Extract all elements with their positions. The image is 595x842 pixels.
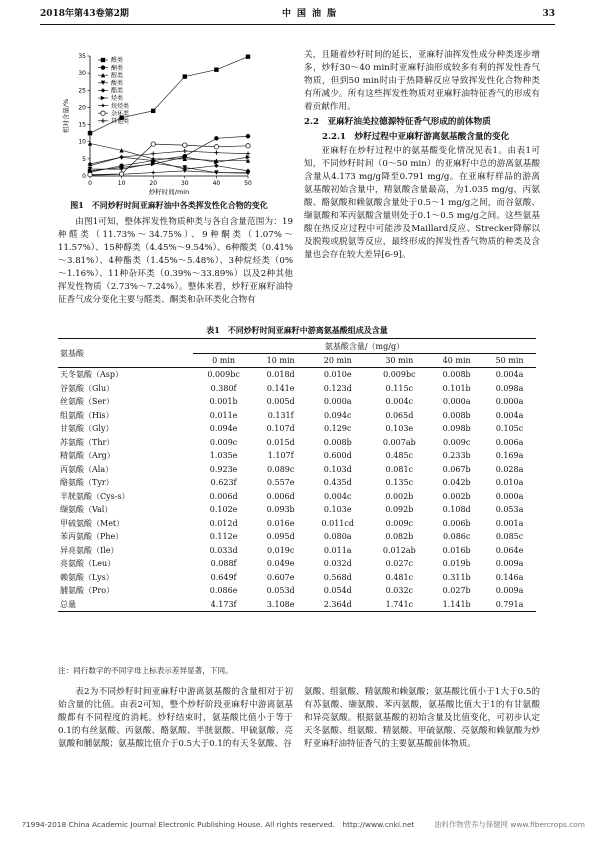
data-point bbox=[246, 54, 250, 58]
table-cell: 0.089c bbox=[266, 464, 295, 474]
table-cell: 0.001b bbox=[209, 397, 238, 407]
amino-acid-name: 酪氨酸（Tyr） bbox=[60, 478, 114, 488]
table-cell: 0.141e bbox=[266, 383, 295, 393]
table-cell: 0.086e bbox=[209, 586, 238, 596]
table-cell: 0.027b bbox=[442, 586, 471, 596]
right-column bbox=[304, 49, 540, 262]
legend-marker bbox=[101, 119, 105, 123]
amino-acid-name: 苯丙氨酸（Phe） bbox=[60, 532, 124, 542]
y-tick-label: 10 bbox=[78, 138, 86, 146]
legend-label: 烷烃类 bbox=[111, 102, 130, 110]
table-cell: 0.135c bbox=[385, 478, 414, 488]
table-cell: 1.741c bbox=[368, 598, 430, 612]
table-cell: 0.053d bbox=[266, 586, 295, 596]
table-cell: 0.006b bbox=[442, 518, 471, 528]
amino-acid-name: 谷氨酸（Glu） bbox=[60, 383, 115, 393]
table-row bbox=[58, 463, 536, 477]
table-cell: 0.088f bbox=[210, 559, 237, 569]
table-row bbox=[58, 368, 536, 382]
page-number: 33 bbox=[542, 9, 555, 19]
table-cell: 0.004a bbox=[495, 370, 524, 380]
watermark-text: 油料作物营养与保健网 www.fibercrops.com bbox=[434, 820, 585, 829]
table-cell: 0.000a bbox=[442, 397, 471, 407]
amino-acid-name: 组氨酸（His） bbox=[60, 410, 114, 420]
data-point bbox=[246, 134, 250, 138]
amino-acid-name: 甘氨酸（Gly） bbox=[60, 424, 114, 434]
table-cell: 0.000a bbox=[495, 491, 524, 501]
legend-marker bbox=[101, 103, 105, 107]
table-cell: 0.054d bbox=[323, 586, 352, 596]
table-row bbox=[58, 449, 536, 463]
table-cell: 0.093b bbox=[266, 505, 295, 515]
table-cell: 0.012ab bbox=[382, 545, 416, 555]
table-cell: 0.129c bbox=[324, 424, 352, 434]
data-point bbox=[183, 74, 187, 78]
column-header-2: 20 min bbox=[307, 354, 368, 368]
table-cell: 0.311b bbox=[442, 572, 471, 582]
data-point bbox=[151, 152, 155, 156]
x-tick-label: 30 bbox=[180, 180, 189, 187]
table-cell: 0.011cd bbox=[321, 518, 354, 528]
table-cell: 0.094c bbox=[324, 410, 352, 420]
table-cell: 0.600d bbox=[323, 451, 352, 461]
amino-acid-name: 缬氨酸（Val） bbox=[60, 505, 113, 515]
table-1 bbox=[58, 338, 536, 612]
table-row bbox=[58, 409, 536, 423]
table-cell: 0.011a bbox=[323, 545, 352, 555]
table-cell: 0.103d bbox=[323, 464, 352, 474]
x-tick-label: 10 bbox=[117, 180, 126, 187]
row-header-cell: 氨基酸 bbox=[58, 339, 193, 368]
legend-label: 其他类 bbox=[111, 118, 130, 125]
table-cell: 0.000a bbox=[323, 397, 352, 407]
table-cell: 0.098b bbox=[442, 424, 471, 434]
legend-label: 酸类 bbox=[111, 80, 124, 87]
table-row bbox=[58, 490, 536, 504]
bottom-right-column bbox=[304, 686, 540, 751]
table-cell: 0.019c bbox=[266, 545, 295, 555]
table-cell: 0.006d bbox=[209, 491, 238, 501]
table-cell: 1.035e bbox=[209, 451, 238, 461]
table-cell: 0.032d bbox=[323, 559, 352, 569]
subsection-heading-2-2-1: 2.2.1 炒籽过程中亚麻籽游离氨基酸含量的变化 bbox=[322, 132, 510, 142]
table-cell: 0.006d bbox=[266, 491, 295, 501]
table-cell: 0.131f bbox=[267, 410, 294, 420]
header-rule bbox=[40, 24, 555, 25]
table-cell: 0.053a bbox=[495, 505, 524, 515]
table-cell: 0.009c bbox=[385, 518, 414, 528]
table-cell: 0.019b bbox=[442, 559, 471, 569]
table-cell: 0.008b bbox=[442, 370, 471, 380]
table-cell: 0.004c bbox=[324, 491, 352, 501]
data-point bbox=[214, 164, 218, 168]
data-point bbox=[246, 152, 250, 156]
amino-acid-name: 赖氨酸（Lys） bbox=[60, 572, 114, 582]
table-cell: 0.032c bbox=[385, 586, 414, 596]
table-cell: 0.006a bbox=[495, 437, 524, 447]
table-row bbox=[58, 571, 536, 585]
legend-label: 醇类 bbox=[111, 72, 124, 80]
data-point bbox=[214, 68, 218, 72]
amino-acid-name: 丙氨酸（Ala） bbox=[60, 464, 114, 474]
y-axis-label: 相对含量/% bbox=[62, 98, 70, 134]
table-cell: 0.103e bbox=[323, 505, 352, 515]
data-point bbox=[151, 170, 155, 174]
journal-issue: 2018年第43卷第2期 bbox=[40, 9, 129, 19]
table-cell: 0.485c bbox=[385, 451, 414, 461]
column-header-1: 10 min bbox=[254, 354, 307, 368]
table-cell: 0.033d bbox=[209, 545, 238, 555]
paragraph-fig1-discussion: 由图1可知，整体挥发性物质种类与各自含量范围为：19种醛类（11.73%～34.75%）、9种酮类（1.07%～11.57%）、15种醇类（4.45%～9.54%）、6种酸类（0.41%～3.81%）、4种酯类（1.45%～5.48%）、3种烷烃类（0%～1.16%）、11种杂环类（0.39%～33.89%）以及2种其他挥发性物质（2.73%～7.24%）。整体来看，炒籽亚麻籽油特征香气成分变化主要与醛类、酮类和杂环类化合物有 bbox=[58, 217, 293, 305]
y-tick-label: 35 bbox=[78, 53, 86, 60]
copyright-notice: ?1994-2018 China Academic Journal Electronic Publishing House. All rights reserved. http://www.cnki.net bbox=[22, 820, 415, 829]
table-cell: 0.005d bbox=[266, 397, 295, 407]
table-cell: 0.105c bbox=[495, 424, 524, 434]
table-cell: 0.018d bbox=[266, 370, 295, 380]
table-cell: 0.481c bbox=[385, 572, 414, 582]
amino-acid-name: 天冬氨酸（Asp） bbox=[60, 370, 124, 380]
table-cell: 0.010a bbox=[495, 478, 524, 488]
table-cell: 0.065d bbox=[385, 410, 414, 420]
table-row bbox=[58, 382, 536, 396]
data-point bbox=[214, 136, 218, 140]
data-point bbox=[88, 131, 92, 135]
amino-acid-name: 总量 bbox=[58, 598, 193, 612]
table-cell: 0.008b bbox=[323, 437, 352, 447]
table-cell: 0.115c bbox=[385, 383, 414, 393]
legend-label: 醛类 bbox=[111, 57, 124, 65]
table-cell: 0.146a bbox=[495, 572, 524, 582]
table-header-row bbox=[58, 339, 536, 354]
table-cell: 0.011e bbox=[209, 410, 238, 420]
table-row bbox=[58, 517, 536, 531]
data-point bbox=[214, 145, 218, 149]
table-cell: 0.108d bbox=[442, 505, 471, 515]
table-cell: 0.094e bbox=[209, 424, 238, 434]
paragraph-amino-acids: 亚麻籽在炒籽过程中的氨基酸变化情况见表1。由表1可知，不同炒籽时间（0～50 min）的亚麻籽中总的游离氨基酸含量从4.173 mg/g降至0.791 mg/g。在亚麻籽样品的游离氨基酸初始含量中，精氨酸含量最高，为1.035 mg/g，丙氨酸、酪氨酸和赖氨酸含量处于0.5～1 mg/g之间，而谷氨酸、缬氨酸和苯丙氨酸含量则处于0.1～0.5 mg/g之间。这些氨基酸在热反应过程中可能涉及Maillard反应、Strecker降解以及脱羧或脱氨等反应，最终形成的挥发性香气物质的种类及含量也会存在较大差异[6-9]。 bbox=[304, 146, 540, 260]
amino-acid-name: 精氨酸（Arg） bbox=[60, 451, 115, 461]
table-cell: 0.000a bbox=[495, 397, 524, 407]
table-cell: 0.085c bbox=[495, 532, 524, 542]
table-cell: 2.364d bbox=[307, 598, 368, 612]
table-cell: 0.095d bbox=[266, 532, 295, 542]
table-cell: 0.064e bbox=[495, 545, 524, 555]
amino-acid-name: 异亮氨酸（Ile） bbox=[60, 545, 119, 555]
table-cell: 0.049e bbox=[266, 559, 295, 569]
table-cell: 0.791a bbox=[483, 598, 536, 612]
x-tick-label: 40 bbox=[212, 180, 221, 187]
table-row bbox=[58, 436, 536, 450]
table-row bbox=[58, 584, 536, 598]
table-row bbox=[58, 422, 536, 436]
table-row bbox=[58, 395, 536, 409]
table-cell: 0.102e bbox=[209, 505, 238, 515]
table-cell: 0.002b bbox=[442, 491, 471, 501]
table-cell: 0.002b bbox=[385, 491, 414, 501]
table-cell: 0.649f bbox=[210, 572, 237, 582]
group-header-cell: 氨基酸含量/（mg/g） bbox=[193, 339, 536, 354]
paragraph-table2-intro: 表2为不同炒籽时间亚麻籽中游离氨基酸的含量相对于初始含量的比值。由表2可知，整个炒籽阶段亚麻籽中游离氨基酸都有不同程度的消耗。炒籽结束时，氨基酸比值小于等于0.1的有丝氨酸、丙氨酸、酪氨酸、半胱氨酸、甲硫氨酸、亮氨酸和脯氨酸；氨基酸比值介于0.5大于0.1的有天冬氨酸、谷 bbox=[58, 687, 293, 749]
table-row bbox=[58, 530, 536, 544]
legend-label: 烃类 bbox=[111, 95, 124, 103]
y-tick-label: 5 bbox=[82, 155, 86, 163]
data-point bbox=[151, 142, 155, 146]
table-cell: 0.009c bbox=[209, 437, 238, 447]
column-header-4: 40 min bbox=[430, 354, 483, 368]
table-row bbox=[58, 503, 536, 517]
table-cell: 3.108e bbox=[254, 598, 307, 612]
y-tick-label: 0 bbox=[82, 173, 86, 180]
table-cell: 0.081c bbox=[385, 464, 414, 474]
x-tick-label: 50 bbox=[244, 180, 252, 187]
bottom-left-column bbox=[58, 686, 293, 751]
table-cell: 0.080a bbox=[323, 532, 352, 542]
table-cell: 0.027c bbox=[385, 559, 414, 569]
table-cell: 0.008b bbox=[442, 410, 471, 420]
table-cell: 0.112e bbox=[209, 532, 238, 542]
table-cell: 0.009a bbox=[495, 559, 524, 569]
table-row bbox=[58, 557, 536, 571]
table-cell: 0.001a bbox=[495, 518, 524, 528]
column-header-0: 0 min bbox=[193, 354, 254, 368]
legend-marker bbox=[101, 88, 105, 92]
data-point bbox=[88, 172, 92, 176]
amino-acid-name: 丝氨酸（Ser） bbox=[60, 397, 115, 407]
table-cell: 0.004a bbox=[495, 410, 524, 420]
table-cell: 0.016e bbox=[266, 518, 295, 528]
legend-label: 酮类 bbox=[111, 64, 124, 72]
amino-acid-name: 脯氨酸（Pro） bbox=[60, 586, 115, 596]
table-cell: 0.009a bbox=[495, 586, 524, 596]
legend-marker bbox=[101, 96, 105, 100]
amino-acid-name: 甲硫氨酸（Met） bbox=[60, 518, 125, 528]
table-cell: 0.923e bbox=[209, 464, 238, 474]
table-cell: 0.233b bbox=[442, 451, 471, 461]
table-cell: 0.015d bbox=[266, 437, 295, 447]
table-cell: 0.086c bbox=[442, 532, 471, 542]
x-axis-label: 炒籽时间/min bbox=[148, 188, 190, 196]
table-note: 注：同行数字的不同字母上标表示差异显著，下同。 bbox=[58, 666, 233, 675]
table-cell: 0.042b bbox=[442, 478, 471, 488]
table-cell: 0.435d bbox=[323, 478, 352, 488]
legend-label: 杂环类 bbox=[111, 110, 130, 118]
amino-acid-name: 亮氨酸（Leu） bbox=[60, 559, 116, 569]
column-header-3: 30 min bbox=[368, 354, 430, 368]
journal-name: 中国油脂 bbox=[282, 9, 343, 19]
legend-marker bbox=[101, 111, 105, 115]
table-row bbox=[58, 544, 536, 558]
y-tick-label: 20 bbox=[78, 104, 86, 112]
table-cell: 0.016b bbox=[442, 545, 471, 555]
amino-acid-name: 半胱氨酸（Cys-s） bbox=[60, 491, 130, 501]
table-cell: 0.103e bbox=[385, 424, 414, 434]
table-cell: 0.009c bbox=[442, 437, 471, 447]
table-row bbox=[58, 598, 536, 612]
y-tick-label: 25 bbox=[78, 87, 86, 95]
column-header-5: 50 min bbox=[483, 354, 536, 368]
table-cell: 0.098a bbox=[495, 383, 524, 393]
table-cell: 0.092b bbox=[385, 505, 414, 515]
amino-acid-name: 苏氨酸（Thr） bbox=[60, 437, 115, 447]
legend-marker bbox=[101, 58, 105, 62]
table-cell: 0.568d bbox=[323, 572, 352, 582]
data-point bbox=[151, 109, 155, 113]
table-cell: 0.623f bbox=[210, 478, 237, 488]
data-point bbox=[119, 172, 123, 176]
y-tick-label: 15 bbox=[78, 121, 86, 129]
table-cell: 0.004c bbox=[385, 397, 414, 407]
data-point bbox=[119, 155, 123, 159]
table-cell: 0.607e bbox=[266, 572, 295, 582]
left-column bbox=[58, 216, 293, 307]
data-point bbox=[183, 149, 187, 153]
table-cell: 0.082b bbox=[385, 532, 414, 542]
figure-1-line-chart bbox=[58, 48, 258, 198]
x-tick-label: 20 bbox=[149, 180, 158, 187]
table-cell: 0.007ab bbox=[382, 437, 416, 447]
table-cell: 1.141b bbox=[430, 598, 483, 612]
table-cell: 0.169a bbox=[495, 451, 524, 461]
table-1-caption: 表1 不同炒籽时间亚麻籽中游离氨基酸组成及含量 bbox=[206, 325, 388, 335]
table-cell: 0.557e bbox=[266, 478, 295, 488]
table-cell: 4.173f bbox=[193, 598, 254, 612]
table-cell: 0.028a bbox=[495, 464, 524, 474]
legend-marker bbox=[101, 65, 105, 69]
legend-label: 酯类 bbox=[111, 87, 124, 95]
x-tick-label: 0 bbox=[88, 180, 92, 187]
table-cell: 0.101b bbox=[442, 383, 471, 393]
table-cell: 0.009bc bbox=[207, 370, 240, 380]
data-point bbox=[214, 150, 218, 154]
figure-1-caption: 图1 不同炒籽时间亚麻籽油中各类挥发性化合物的变化 bbox=[70, 200, 268, 210]
table-cell: 0.012d bbox=[209, 518, 238, 528]
data-point bbox=[183, 143, 187, 147]
data-point bbox=[246, 144, 250, 148]
table-cell: 0.009bc bbox=[383, 370, 416, 380]
paragraph-table2-continuation: 氨酸、组氨酸、精氨酸和赖氨酸；氨基酸比值小于1大于0.5的有苏氨酸、缬氨酸、苯丙氨酸，氨基酸比值大于1的有甘氨酸和异亮氨酸。根据氨基酸的初始含量及比值变化，可初步认定天冬氨酸、组氨酸、精氨酸、甲硫氨酸、亮氨酸和赖氨酸为炒籽亚麻籽油特征香气的主要氨基酸前体物质。 bbox=[304, 687, 540, 749]
paragraph-continuation: 关，且随着炒籽时间的延长，亚麻籽油挥发性成分种类逐步增多，炒籽30～40 min时亚麻籽油形成较多有利的挥发性香气物质，但到50 min时由于热降解反应导致挥发性化合物种类有所减少。所有这些挥发性物质对亚麻籽油特征香气的形成有着贡献作用。 bbox=[304, 50, 540, 112]
table-cell: 0.123d bbox=[323, 383, 352, 393]
table-cell: 0.380f bbox=[210, 383, 237, 393]
table-cell: 0.010e bbox=[323, 370, 352, 380]
y-tick-label: 30 bbox=[78, 70, 86, 78]
section-heading-2-2: 2.2 亚麻籽油美拉德源特征香气形成的前体物质 bbox=[304, 117, 491, 127]
table-cell: 0.067b bbox=[442, 464, 471, 474]
table-row bbox=[58, 476, 536, 490]
table-cell: 0.107d bbox=[266, 424, 295, 434]
table-cell: 1.107f bbox=[267, 451, 294, 461]
running-header bbox=[40, 8, 555, 22]
